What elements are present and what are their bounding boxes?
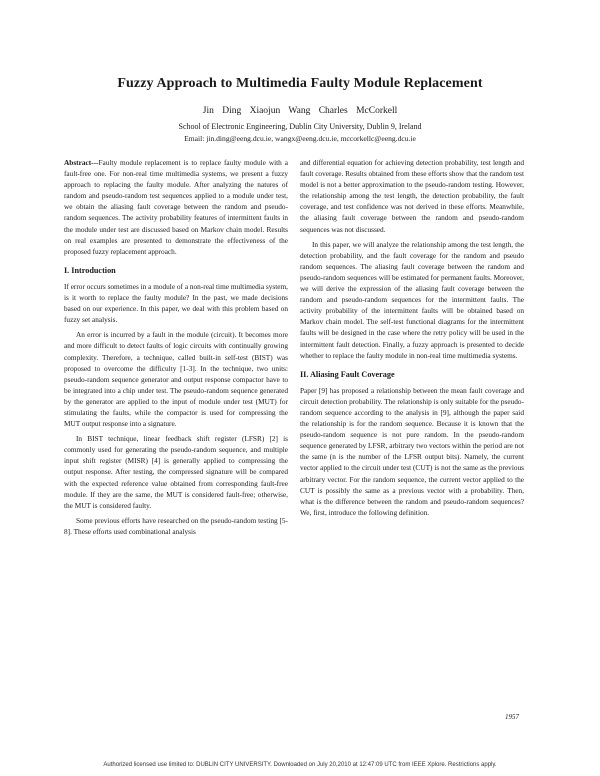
paragraph: In BIST technique, linear feedback shift register (LFSR) [2] is commonly used for generating the pseudo-random sequence, and multiple input shift register (MISR) [4] is generally applied to compressing the output response. After testing, the compressed signature will be compared with the expected reference value obtained from corresponding fault-free module. If they are the same, the MUT is considered fault-free; otherwise, the MUT is considered faulty.	[64, 434, 288, 510]
paragraph: In this paper, we will analyze the relationship among the test length, the detection probability, and the fault coverage for the random and pseudo random sequences. The aliasing fault coverage between the random and pseudo-random sequences will be estimated for permanent faults. Moreover, we will derive the expression of the aliasing fault coverage between the random and pseudo-random sequences for the intermittent faults. The activity probability of the intermittent faults will be obtained based on Markov chain model. The self-test functional diagrams for the intermittent faults will be designed in the case where the retry policy will be used in the intermittent fault detection. Finally, a fuzzy approach is presented to decide whether to replace the faulty module in non-real time multimedia systems.	[300, 239, 524, 360]
paragraph: Paper [9] has proposed a relationship between the mean fault coverage and circuit detection probability. The relationship is only suitable for the pseudo-random sequence according to the analysis in [9], although the paper said the relationship is for the random sequence. Because it is known that the pseudo-random sequence is not pure random. In the pseudo-random sequence generated by LFSR, arbitrary two vectors within the period are not the same (n is the number of the LFSR output bits). Namely, the current vector applied to the circuit under test (CUT) is not the same as the previous arbitrary vector. For the random sequence, the current vector applied to the CUT is possibly the same as a previous vector with a probability. Then, what is the difference between the random and pseudo-random sequences? We, first, introduce the following definition.	[300, 385, 524, 517]
author-list: Jin Ding Xiaojun Wang Charles McCorkell	[202, 106, 398, 116]
abstract-text: Faulty module replacement is to replace faulty module with a fault-free one. For non-real time multimedia systems, we present a fuzzy approach to replacing the faulty module. After analyzing the natures of random and pseudo-random test sequences applied to a module under test, we obtain the aliasing fault coverage between the random and pseudo-random sequences. The activity probability features of intermittent faults in the module under test are discussed based on Markov chain model. Results on real examples are presented to demonstrate the effectiveness of the proposed fuzzy replacement approach.	[64, 158, 288, 256]
abstract	[64, 157, 288, 257]
paragraph: and differential equation for achieving detection probability, test length and fault coverage. Results obtained from these efforts show that the random test model is not a better approximation to the pseudo-random testing. However, the relationship among the test length, the detection probability, the fault coverage, and test confidence was not derived in these efforts. Meanwhile, the aliasing fault coverage between the random and pseudo-random sequences was not discussed.	[300, 158, 524, 234]
right-column	[300, 157, 524, 522]
affiliation: School of Electronic Engineering, Dublin City University, Dublin 9, Ireland	[178, 122, 422, 131]
license-footer: Authorized licensed use limited to: DUBLIN CITY UNIVERSITY. Downloaded on July 20,2010 at 12:47:09 UTC from IEEE Xplore. Restrictions apply.	[103, 762, 497, 768]
left-column	[64, 157, 288, 541]
page-number: 1957	[505, 713, 519, 721]
paragraph: If error occurs sometimes in a module of a non-real time multimedia system, is it worth to replace the faulty module? In the past, we made decisions based on our experience. In this paper, we deal with this problem based on fuzzy set analysis.	[64, 281, 288, 325]
paragraph: Some previous efforts have researched on the pseudo-random testing [5-8]. These efforts used combinational analysis	[64, 515, 288, 536]
paper-title: Fuzzy Approach to Multimedia Faulty Module Replacement	[117, 76, 483, 91]
author-emails: Email: jin.ding@eeng.dcu.ie, wangx@eeng.dcu.ie, mccorkellc@eeng.dcu.ie	[184, 134, 416, 143]
paragraph: An error is incurred by a fault in the module (circuit). It becomes more and more difficult to detect faults of logic circuits with continually growing complexity. Therefore, a technique, called built-in self-test (BIST) was proposed to overcome the difficulty [1-3]. In the technique, two units: pseudo-random sequence generator and output response compactor have to be integrated into a chip under test. The pseudo-random sequence generated by the generator are applied to the input of module under test (MUT) for stimulating the faults, while the compactor is used for compressing the MUT output response into a signature.	[64, 330, 288, 429]
section-heading-aliasing-fault-coverage: II. Aliasing Fault Coverage	[300, 369, 395, 379]
section-heading-introduction: I. Introduction	[64, 265, 116, 275]
abstract-label: Abstract---	[64, 158, 99, 167]
